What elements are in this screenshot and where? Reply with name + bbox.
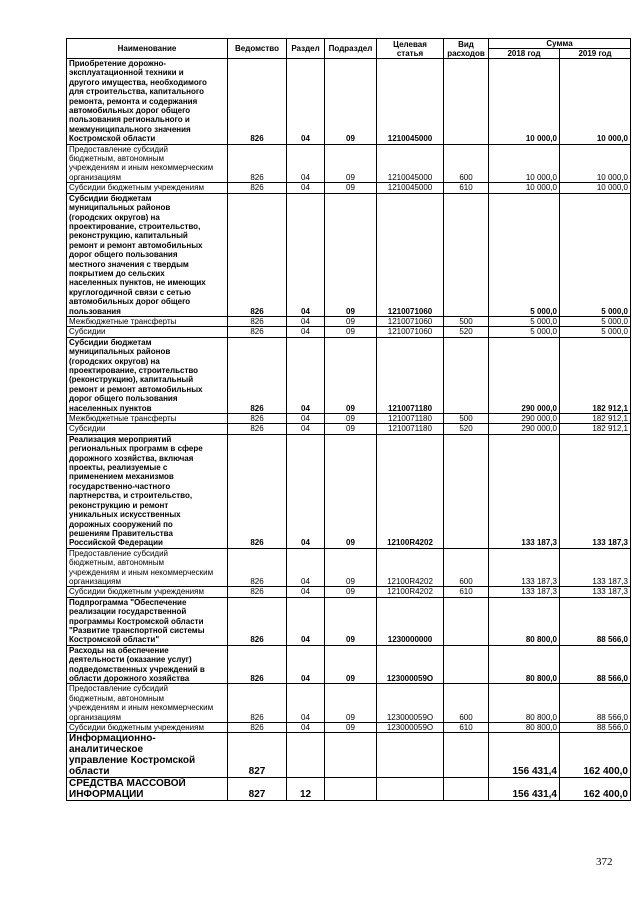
- row-section-cell: 04: [287, 723, 325, 733]
- row-exptype-cell: 600: [444, 684, 489, 723]
- row-name-cell: Субсидии бюджетам муниципальных районов (городских округов) на проектирование, строительство (реконструкцию), капитальный ремонт и ремонт автомобильных дорог общего пользования населенных пунктов: [67, 337, 228, 413]
- row-2018-cell: 290 000,0: [489, 424, 560, 434]
- row-2019-cell: 88 566,0: [560, 597, 631, 645]
- row-section-cell: [287, 733, 325, 778]
- header-year-2019: 2019 год: [560, 49, 631, 59]
- row-dept-cell: 826: [228, 414, 287, 424]
- row-dept-cell: 826: [228, 434, 287, 548]
- table-row: [67, 597, 631, 645]
- row-2019-cell: 162 400,0: [560, 733, 631, 778]
- row-2018-cell: 133 187,3: [489, 587, 560, 597]
- row-2018-cell: 156 431,4: [489, 733, 560, 778]
- row-section-cell: 04: [287, 337, 325, 413]
- row-subsection-cell: 09: [325, 183, 377, 193]
- table-row: [67, 193, 631, 316]
- row-subsection-cell: 09: [325, 144, 377, 183]
- row-section-cell: 04: [287, 327, 325, 337]
- row-2019-cell: 5 000,0: [560, 316, 631, 326]
- table-row: [67, 414, 631, 424]
- row-dept-cell: 827: [228, 733, 287, 778]
- table-row: [67, 548, 631, 587]
- row-target-cell: 1210071180: [377, 424, 444, 434]
- row-2019-cell: 182 912,1: [560, 424, 631, 434]
- row-2018-cell: 133 187,3: [489, 434, 560, 548]
- row-name-cell: Приобретение дорожно- эксплуатационной техники и другого имущества, необходимого для строительства, капитального ремонта, ремонта и содержания автомобильных дорог общего пользования регионального и межмуниципального значения Костромской области: [67, 59, 228, 145]
- row-target-cell: 1210045000: [377, 59, 444, 145]
- row-target-cell: 123000059О: [377, 723, 444, 733]
- row-2018-cell: 290 000,0: [489, 337, 560, 413]
- row-target-cell: 1210045000: [377, 144, 444, 183]
- row-exptype-cell: 610: [444, 183, 489, 193]
- table-row: [67, 587, 631, 597]
- row-2019-cell: 5 000,0: [560, 327, 631, 337]
- row-2019-cell: 88 566,0: [560, 645, 631, 684]
- row-subsection-cell: 09: [325, 193, 377, 316]
- row-2019-cell: 88 566,0: [560, 684, 631, 723]
- row-target-cell: 12100R4202: [377, 434, 444, 548]
- row-subsection-cell: 09: [325, 645, 377, 684]
- row-subsection-cell: 09: [325, 327, 377, 337]
- row-exptype-cell: [444, 778, 489, 801]
- row-name-cell: Субсидии бюджетным учреждениям: [67, 723, 228, 733]
- table-row: [67, 144, 631, 183]
- row-section-cell: 04: [287, 597, 325, 645]
- row-target-cell: [377, 778, 444, 801]
- row-dept-cell: 826: [228, 316, 287, 326]
- row-name-cell: Предоставление субсидий бюджетным, автономным учреждениям и иным некоммерческим организациям: [67, 144, 228, 183]
- table-row: [67, 684, 631, 723]
- row-2018-cell: 133 187,3: [489, 548, 560, 587]
- table-row: [67, 183, 631, 193]
- row-target-cell: 1210071180: [377, 337, 444, 413]
- row-2019-cell: 133 187,3: [560, 587, 631, 597]
- table-row: [67, 424, 631, 434]
- row-section-cell: 04: [287, 434, 325, 548]
- row-target-cell: 1210071060: [377, 316, 444, 326]
- row-2019-cell: 133 187,3: [560, 434, 631, 548]
- row-subsection-cell: 09: [325, 684, 377, 723]
- row-section-cell: 04: [287, 414, 325, 424]
- row-target-cell: 1210071180: [377, 414, 444, 424]
- row-dept-cell: 826: [228, 59, 287, 145]
- table-row: [67, 316, 631, 326]
- row-dept-cell: 827: [228, 778, 287, 801]
- row-exptype-cell: [444, 645, 489, 684]
- row-exptype-cell: 600: [444, 144, 489, 183]
- row-dept-cell: 826: [228, 144, 287, 183]
- row-2019-cell: 10 000,0: [560, 144, 631, 183]
- row-section-cell: 04: [287, 645, 325, 684]
- row-exptype-cell: 500: [444, 316, 489, 326]
- row-dept-cell: 826: [228, 548, 287, 587]
- row-exptype-cell: 600: [444, 548, 489, 587]
- row-name-cell: Подпрограмма "Обеспечение реализации государственной программы Костромской области "Развитие транспортной системы Костромской области": [67, 597, 228, 645]
- row-2019-cell: 10 000,0: [560, 59, 631, 145]
- row-exptype-cell: [444, 337, 489, 413]
- row-name-cell: СРЕДСТВА МАССОВОЙ ИНФОРМАЦИИ: [67, 778, 228, 801]
- header-dept: Ведомство: [228, 39, 287, 59]
- row-subsection-cell: 09: [325, 414, 377, 424]
- row-2018-cell: 80 800,0: [489, 597, 560, 645]
- row-name-cell: Субсидии бюджетам муниципальных районов (городских округов) на проектирование, строительство, реконструкцию, капитальный ремонт и ремонт автомобильных дорог общего пользования местного значения с твердым покрытием до сельских населенных пунктов, не имеющих круглогодичной связи с сетью автомобильных дорог общего пользования: [67, 193, 228, 316]
- header-section: Раздел: [287, 39, 325, 59]
- row-subsection-cell: 09: [325, 723, 377, 733]
- row-name-cell: Межбюджетные трансферты: [67, 316, 228, 326]
- row-exptype-cell: [444, 193, 489, 316]
- header-sum: Сумма: [489, 39, 631, 49]
- row-exptype-cell: [444, 59, 489, 145]
- header-subsection: Подраздел: [325, 39, 377, 59]
- table-row: [67, 733, 631, 778]
- table-row: [67, 723, 631, 733]
- row-2018-cell: 156 431,4: [489, 778, 560, 801]
- row-subsection-cell: 09: [325, 597, 377, 645]
- row-exptype-cell: [444, 733, 489, 778]
- row-2019-cell: 162 400,0: [560, 778, 631, 801]
- row-target-cell: 1210045000: [377, 183, 444, 193]
- row-target-cell: 123000059О: [377, 645, 444, 684]
- row-2019-cell: 133 187,3: [560, 548, 631, 587]
- row-dept-cell: 826: [228, 723, 287, 733]
- table-row: [67, 59, 631, 145]
- row-target-cell: [377, 733, 444, 778]
- row-subsection-cell: 09: [325, 434, 377, 548]
- table-row: [67, 434, 631, 548]
- row-2018-cell: 290 000,0: [489, 414, 560, 424]
- row-name-cell: Реализация мероприятий региональных программ в сфере дорожного хозяйства, включая проекты, реализуемые с применением механизмов государственно-частного партнерства, и строительство, реконструкцию и ремонт уникальных искусственных дорожных сооружений по решениям Правительства Российской Федерации: [67, 434, 228, 548]
- row-exptype-cell: 610: [444, 723, 489, 733]
- row-2018-cell: 5 000,0: [489, 316, 560, 326]
- row-dept-cell: 826: [228, 193, 287, 316]
- header-name: Наименование: [67, 39, 228, 59]
- row-target-cell: 1210071060: [377, 193, 444, 316]
- row-2018-cell: 80 800,0: [489, 684, 560, 723]
- row-exptype-cell: 500: [444, 414, 489, 424]
- row-target-cell: 123000059О: [377, 684, 444, 723]
- row-name-cell: Субсидии: [67, 327, 228, 337]
- row-name-cell: Расходы на обеспечение деятельности (оказание услуг) подведомственных учреждений в области дорожного хозяйства: [67, 645, 228, 684]
- row-target-cell: 1230000000: [377, 597, 444, 645]
- row-subsection-cell: 09: [325, 424, 377, 434]
- row-subsection-cell: 09: [325, 316, 377, 326]
- row-2018-cell: 5 000,0: [489, 193, 560, 316]
- row-section-cell: 04: [287, 183, 325, 193]
- page-number: 372: [596, 856, 613, 868]
- table-row: [67, 645, 631, 684]
- row-dept-cell: 826: [228, 337, 287, 413]
- row-section-cell: 12: [287, 778, 325, 801]
- row-2018-cell: 80 800,0: [489, 723, 560, 733]
- budget-table: [66, 38, 631, 801]
- row-2018-cell: 80 800,0: [489, 645, 560, 684]
- row-2018-cell: 10 000,0: [489, 144, 560, 183]
- row-target-cell: 1210071060: [377, 327, 444, 337]
- row-dept-cell: 826: [228, 645, 287, 684]
- row-section-cell: 04: [287, 144, 325, 183]
- row-dept-cell: 826: [228, 597, 287, 645]
- row-name-cell: Предоставление субсидий бюджетным, автономным учреждениям и иным некоммерческим организациям: [67, 548, 228, 587]
- row-section-cell: 04: [287, 193, 325, 316]
- row-dept-cell: 826: [228, 183, 287, 193]
- row-dept-cell: 826: [228, 424, 287, 434]
- row-2018-cell: 5 000,0: [489, 327, 560, 337]
- row-section-cell: 04: [287, 587, 325, 597]
- row-subsection-cell: 09: [325, 337, 377, 413]
- row-2018-cell: 10 000,0: [489, 183, 560, 193]
- row-name-cell: Предоставление субсидий бюджетным, автономным учреждениям и иным некоммерческим организациям: [67, 684, 228, 723]
- row-exptype-cell: 520: [444, 327, 489, 337]
- row-target-cell: 12100R4202: [377, 548, 444, 587]
- row-subsection-cell: 09: [325, 587, 377, 597]
- row-name-cell: Субсидии бюджетным учреждениям: [67, 183, 228, 193]
- table-body: [67, 59, 631, 801]
- table-row: [67, 327, 631, 337]
- row-dept-cell: 826: [228, 327, 287, 337]
- row-exptype-cell: 520: [444, 424, 489, 434]
- table-row: [67, 337, 631, 413]
- row-subsection-cell: 09: [325, 548, 377, 587]
- row-section-cell: 04: [287, 424, 325, 434]
- row-2019-cell: 5 000,0: [560, 193, 631, 316]
- row-target-cell: 12100R4202: [377, 587, 444, 597]
- row-subsection-cell: [325, 733, 377, 778]
- row-subsection-cell: 09: [325, 59, 377, 145]
- row-name-cell: Субсидии бюджетным учреждениям: [67, 587, 228, 597]
- row-name-cell: Субсидии: [67, 424, 228, 434]
- row-section-cell: 04: [287, 548, 325, 587]
- row-section-cell: 04: [287, 684, 325, 723]
- row-exptype-cell: [444, 434, 489, 548]
- row-dept-cell: 826: [228, 587, 287, 597]
- row-2019-cell: 10 000,0: [560, 183, 631, 193]
- row-2019-cell: 88 566,0: [560, 723, 631, 733]
- header-target: Целевая статья: [377, 39, 444, 59]
- header-exptype: Вид расходов: [444, 39, 489, 59]
- table-row: [67, 778, 631, 801]
- header-year-2018: 2018 год: [489, 49, 560, 59]
- row-name-cell: Межбюджетные трансферты: [67, 414, 228, 424]
- row-section-cell: 04: [287, 316, 325, 326]
- row-exptype-cell: 610: [444, 587, 489, 597]
- row-exptype-cell: [444, 597, 489, 645]
- row-dept-cell: 826: [228, 684, 287, 723]
- row-name-cell: Информационно-аналитическое управление Костромской области: [67, 733, 228, 778]
- row-section-cell: 04: [287, 59, 325, 145]
- row-2019-cell: 182 912,1: [560, 337, 631, 413]
- row-2019-cell: 182 912,1: [560, 414, 631, 424]
- row-2018-cell: 10 000,0: [489, 59, 560, 145]
- row-subsection-cell: [325, 778, 377, 801]
